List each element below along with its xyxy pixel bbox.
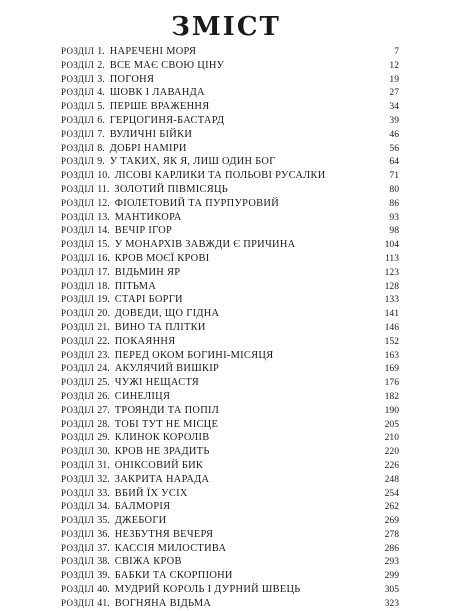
chapter-number: 3. xyxy=(97,73,105,85)
chapter-word: РОЗДІЛ xyxy=(61,556,95,567)
chapter-word: РОЗДІЛ xyxy=(61,377,95,388)
chapter-number: 15. xyxy=(97,239,110,251)
chapter-number: 10. xyxy=(97,170,110,182)
toc-entry xyxy=(61,459,399,473)
page-number: 39 xyxy=(389,114,399,126)
chapter-number: 5. xyxy=(97,101,105,113)
chapter-word: РОЗДІЛ xyxy=(61,294,95,305)
toc-entry xyxy=(61,362,399,376)
page-number: 286 xyxy=(384,542,399,554)
chapter-title: ПІТЬМА xyxy=(114,280,157,292)
chapter-title: МУДРИЙ КОРОЛЬ І ДУРНИЙ ШВЕЦЬ xyxy=(114,584,301,596)
chapter-title: СИНЕЛІЦЯ xyxy=(114,390,171,402)
toc-entry xyxy=(61,307,399,321)
page-number: 141 xyxy=(384,308,399,320)
page-number: 133 xyxy=(384,294,399,306)
page-number: 146 xyxy=(384,321,399,333)
chapter-number: 14. xyxy=(97,225,110,237)
toc-entry xyxy=(61,73,399,87)
chapter-number: 32. xyxy=(97,473,110,485)
toc-entry xyxy=(61,487,399,501)
toc-entry xyxy=(61,555,399,569)
toc-entry xyxy=(61,252,399,266)
chapter-title: ВСЕ МАЄ СВОЮ ЦІНУ xyxy=(109,59,225,71)
chapter-number: 37. xyxy=(97,542,110,554)
toc-entry xyxy=(61,418,399,432)
chapter-number: 22. xyxy=(97,335,110,347)
chapter-number: 41. xyxy=(97,597,110,609)
page-number: 293 xyxy=(384,556,399,568)
chapter-word: РОЗДІЛ xyxy=(61,501,95,512)
chapter-title: КЛИНОК КОРОЛІВ xyxy=(114,432,210,444)
chapter-title: ЗОЛОТИЙ ПІВМІСЯЦЬ xyxy=(114,183,229,195)
chapter-title: ПЕРШЕ ВРАЖЕННЯ xyxy=(109,101,210,113)
chapter-number: 39. xyxy=(97,570,110,582)
page-number: 64 xyxy=(389,156,399,168)
page-number: 299 xyxy=(384,570,399,582)
chapter-number: 29. xyxy=(97,432,110,444)
chapter-word: РОЗДІЛ xyxy=(61,59,95,70)
chapter-word: РОЗДІЛ xyxy=(61,87,95,98)
toc-entry xyxy=(61,542,399,556)
chapter-number: 33. xyxy=(97,487,110,499)
chapter-title: ВУЛИЧНІ БІЙКИ xyxy=(109,128,193,140)
page-number: 278 xyxy=(384,528,399,540)
chapter-title: ВОГНЯНА ВІДЬМА xyxy=(114,597,212,609)
toc-entry xyxy=(61,169,399,183)
chapter-word: РОЗДІЛ xyxy=(61,597,95,608)
page-number: 226 xyxy=(384,459,399,471)
toc-entry xyxy=(61,514,399,528)
chapter-title: СВІЖА КРОВ xyxy=(114,556,182,568)
chapter-title: ДОБРІ НАМІРИ xyxy=(109,142,187,154)
toc-entry xyxy=(61,114,399,128)
page-number: 27 xyxy=(389,87,399,99)
chapter-title: ВІДЬМИН ЯР xyxy=(114,266,181,278)
chapter-title: СТАРІ БОРГИ xyxy=(114,294,183,306)
chapter-title: ВБИЙ ЇХ УСІХ xyxy=(114,487,188,499)
chapter-title: ШОВК І ЛАВАНДА xyxy=(109,87,205,99)
toc-entry xyxy=(61,404,399,418)
chapter-number: 20. xyxy=(97,308,110,320)
page-number: 152 xyxy=(384,335,399,347)
chapter-word: РОЗДІЛ xyxy=(61,487,95,498)
chapter-number: 11. xyxy=(97,183,110,195)
chapter-word: РОЗДІЛ xyxy=(61,418,95,429)
chapter-word: РОЗДІЛ xyxy=(61,156,95,167)
page-number: 7 xyxy=(394,46,399,57)
chapter-title: КРОВ МОЄЇ КРОВІ xyxy=(114,252,210,264)
chapter-word: РОЗДІЛ xyxy=(61,528,95,539)
toc-entry xyxy=(61,500,399,514)
chapter-word: РОЗДІЛ xyxy=(61,459,95,470)
toc-entry xyxy=(61,45,399,59)
toc-entry xyxy=(61,349,399,363)
chapter-word: РОЗДІЛ xyxy=(61,46,95,56)
page-number: 205 xyxy=(384,418,399,430)
chapter-word: РОЗДІЛ xyxy=(61,170,95,181)
page-number: 305 xyxy=(384,584,399,596)
chapter-word: РОЗДІЛ xyxy=(61,197,95,208)
toc-entry xyxy=(61,142,399,156)
chapter-word: РОЗДІЛ xyxy=(61,515,95,526)
toc-entry xyxy=(61,583,399,597)
chapter-title: БАБКИ ТА СКОРПІОНИ xyxy=(114,570,233,582)
chapter-number: 17. xyxy=(97,266,110,278)
chapter-word: РОЗДІЛ xyxy=(61,211,95,222)
toc-entry xyxy=(61,266,399,280)
toc-entry xyxy=(61,335,399,349)
chapter-word: РОЗДІЛ xyxy=(61,542,95,553)
chapter-title: ДЖЕБОГИ xyxy=(114,515,167,527)
page-number: 98 xyxy=(389,225,399,237)
chapter-word: РОЗДІЛ xyxy=(61,128,95,139)
chapter-word: РОЗДІЛ xyxy=(61,321,95,332)
chapter-title: ПОГОНЯ xyxy=(109,73,155,85)
chapter-word: РОЗДІЛ xyxy=(61,335,95,346)
chapter-number: 34. xyxy=(97,501,110,513)
page-number: 71 xyxy=(389,170,399,182)
chapter-word: РОЗДІЛ xyxy=(61,225,95,236)
chapter-word: РОЗДІЛ xyxy=(61,570,95,581)
toc-entry xyxy=(61,569,399,583)
chapter-word: РОЗДІЛ xyxy=(61,183,95,194)
toc-entry xyxy=(61,128,399,142)
chapter-number: 8. xyxy=(97,142,105,154)
chapter-title: ВЕЧІР ІГОР xyxy=(114,225,173,237)
chapter-word: РОЗДІЛ xyxy=(61,266,95,277)
page-number: 248 xyxy=(384,473,399,485)
toc-entry xyxy=(61,473,399,487)
chapter-title: ДОВЕДИ, ЩО ГІДНА xyxy=(114,308,220,320)
chapter-number: 12. xyxy=(97,197,110,209)
chapter-number: 13. xyxy=(97,211,110,223)
page-number: 163 xyxy=(384,349,399,361)
chapter-word: РОЗДІЛ xyxy=(61,101,95,112)
chapter-word: РОЗДІЛ xyxy=(61,363,95,374)
toc-entry xyxy=(61,59,399,73)
chapter-number: 23. xyxy=(97,349,110,361)
chapter-title: ТРОЯНДИ ТА ПОПІЛ xyxy=(114,404,220,416)
chapter-number: 16. xyxy=(97,252,110,264)
chapter-title: ТОБІ ТУТ НЕ МІСЦЕ xyxy=(114,418,219,430)
chapter-title: ПОКАЯННЯ xyxy=(114,335,176,347)
page-number: 323 xyxy=(384,597,399,609)
chapter-title: ЧУЖІ НЕЩАСТЯ xyxy=(114,377,199,389)
chapter-word: РОЗДІЛ xyxy=(61,349,95,360)
toc-entry xyxy=(61,183,399,197)
chapter-title: НЕЗБУТНЯ ВЕЧЕРЯ xyxy=(114,528,214,540)
page-number: 169 xyxy=(384,363,399,375)
toc-entry xyxy=(61,431,399,445)
page-number: 19 xyxy=(389,73,399,85)
toc-entry xyxy=(61,238,399,252)
page-number: 254 xyxy=(384,487,399,499)
chapter-title: ПЕРЕД ОКОМ БОГИНІ-МІСЯЦЯ xyxy=(114,349,274,361)
chapter-number: 9. xyxy=(97,156,105,168)
chapter-word: РОЗДІЛ xyxy=(61,584,95,595)
chapter-title: ОНІКСОВИЙ БИК xyxy=(114,459,204,471)
chapter-number: 2. xyxy=(97,59,105,71)
chapter-word: РОЗДІЛ xyxy=(61,404,95,415)
toc-entry xyxy=(61,224,399,238)
toc-entry xyxy=(61,100,399,114)
toc-entry xyxy=(61,280,399,294)
chapter-word: РОЗДІЛ xyxy=(61,446,95,457)
chapter-word: РОЗДІЛ xyxy=(61,280,95,291)
page-number: 86 xyxy=(389,197,399,209)
page-number: 12 xyxy=(389,59,399,71)
toc-entry xyxy=(61,211,399,225)
chapter-number: 38. xyxy=(97,556,110,568)
chapter-title: КАССІЯ МИЛОСТИВА xyxy=(114,542,227,554)
chapter-word: РОЗДІЛ xyxy=(61,239,95,250)
chapter-title: КРОВ НЕ ЗРАДИТЬ xyxy=(114,446,210,458)
chapter-title: ЛІСОВІ КАРЛИКИ ТА ПОЛЬОВІ РУСАЛКИ xyxy=(114,170,326,182)
chapter-title: ФІОЛЕТОВИЙ ТА ПУРПУРОВИЙ xyxy=(114,197,279,209)
chapter-title: НАРЕЧЕНІ МОРЯ xyxy=(109,46,197,57)
chapter-number: 27. xyxy=(97,404,110,416)
chapter-title: АКУЛЯЧИЙ ВИШКІР xyxy=(114,363,220,375)
chapter-title: У ТАКИХ, ЯК Я, ЛИШ ОДИН БОГ xyxy=(109,156,276,168)
toc-entry xyxy=(61,597,399,611)
page-number: 190 xyxy=(384,404,399,416)
toc-entry xyxy=(61,321,399,335)
page-number: 80 xyxy=(389,183,399,195)
page-number: 210 xyxy=(384,432,399,444)
page-number: 104 xyxy=(384,239,399,251)
chapter-number: 25. xyxy=(97,377,110,389)
page-number: 123 xyxy=(384,266,399,278)
page-number: 176 xyxy=(384,377,399,389)
chapter-number: 35. xyxy=(97,515,110,527)
toc-entry xyxy=(61,390,399,404)
page-number: 46 xyxy=(389,128,399,140)
chapter-word: РОЗДІЛ xyxy=(61,432,95,443)
page-title: ЗМІСТ xyxy=(171,12,281,42)
chapter-number: 36. xyxy=(97,528,110,540)
chapter-number: 31. xyxy=(97,459,110,471)
toc-entry xyxy=(61,293,399,307)
chapter-number: 6. xyxy=(97,114,105,126)
chapter-title: ВИНО ТА ПЛІТКИ xyxy=(114,321,206,333)
chapter-word: РОЗДІЛ xyxy=(61,73,95,84)
page-number: 34 xyxy=(389,101,399,113)
toc-entry xyxy=(61,528,399,542)
chapter-number: 4. xyxy=(97,87,105,99)
chapter-number: 21. xyxy=(97,321,110,333)
chapter-number: 19. xyxy=(97,294,110,306)
toc-entry xyxy=(61,197,399,211)
chapter-word: РОЗДІЛ xyxy=(61,114,95,125)
chapter-word: РОЗДІЛ xyxy=(61,390,95,401)
page-number: 262 xyxy=(384,501,399,513)
chapter-word: РОЗДІЛ xyxy=(61,142,95,153)
page-number: 182 xyxy=(384,390,399,402)
chapter-number: 40. xyxy=(97,584,110,596)
table-of-contents xyxy=(61,45,399,611)
page-number: 56 xyxy=(389,142,399,154)
page-number: 113 xyxy=(384,252,399,264)
chapter-word: РОЗДІЛ xyxy=(61,252,95,263)
page-number: 269 xyxy=(384,515,399,527)
toc-entry xyxy=(61,86,399,100)
page-number: 128 xyxy=(384,280,399,292)
chapter-number: 26. xyxy=(97,390,110,402)
chapter-title: ЗАКРИТА НАРАДА xyxy=(114,473,210,485)
chapter-number: 7. xyxy=(97,128,105,140)
chapter-title: У МОНАРХІВ ЗАВЖДИ Є ПРИЧИНА xyxy=(114,239,296,251)
chapter-number: 28. xyxy=(97,418,110,430)
chapter-number: 30. xyxy=(97,446,110,458)
chapter-number: 18. xyxy=(97,280,110,292)
chapter-title: БАЛМОРІЯ xyxy=(114,501,171,513)
toc-entry xyxy=(61,445,399,459)
chapter-title: МАНТИКОРА xyxy=(114,211,182,223)
chapter-title: ГЕРЦОГИНЯ-БАСТАРД xyxy=(109,114,225,126)
toc-entry xyxy=(61,376,399,390)
chapter-word: РОЗДІЛ xyxy=(61,308,95,319)
chapter-number: 1. xyxy=(97,46,105,57)
chapter-number: 24. xyxy=(97,363,110,375)
page-number: 93 xyxy=(389,211,399,223)
chapter-word: РОЗДІЛ xyxy=(61,473,95,484)
toc-entry xyxy=(61,155,399,169)
page-number: 220 xyxy=(384,446,399,458)
